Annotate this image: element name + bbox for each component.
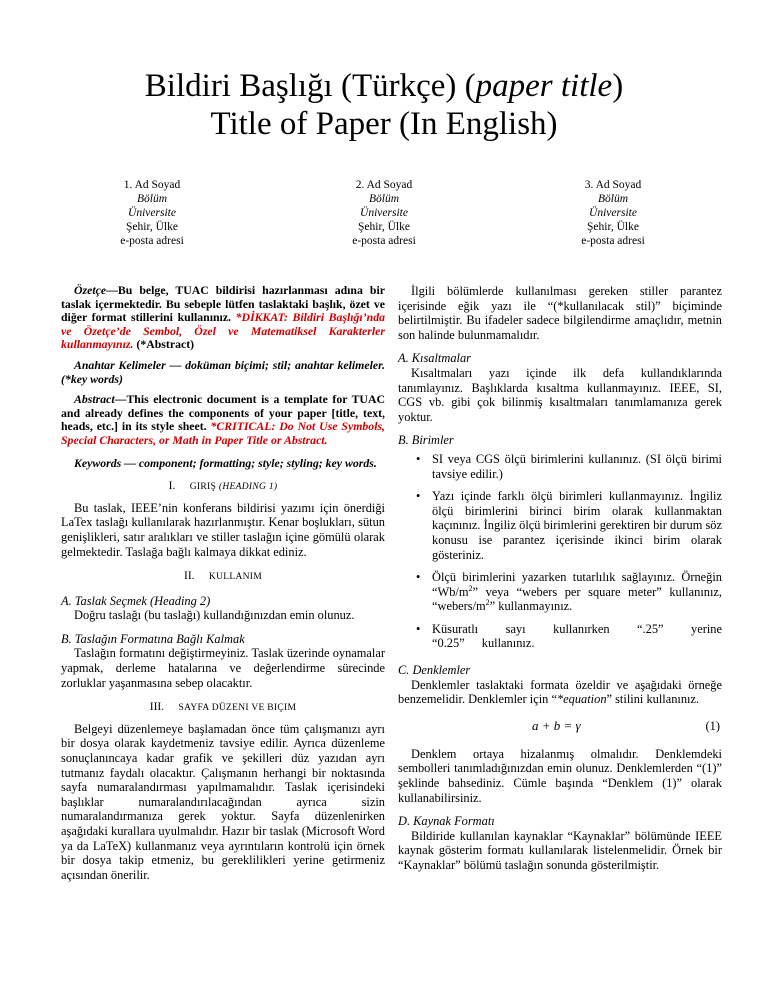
author-university: Üniversite	[128, 207, 176, 219]
subsection-d-title: D. Kaynak Formatı	[398, 814, 495, 829]
paper-title-english: Title of Paper (In English)	[210, 106, 558, 142]
author-block-3	[523, 178, 703, 248]
abstract-tr-body: —Bu belge, TUAC bildirisi hazırlanması adına bir taslak içermektedir. Bu sebeple lütfen taslaktaki başlık, özet ve diğer format stillerini kullanınız.	[61, 283, 385, 325]
author-name: 3. Ad Soyad	[584, 179, 642, 191]
section-title: SAYFA DÜZENI VE BIÇIM	[178, 703, 297, 714]
title-close-paren: )	[612, 68, 624, 104]
bullet-text: ” veya “webers per square meter” kullanınız, “webers/m	[432, 584, 722, 614]
left-column	[61, 284, 385, 882]
list-item: • Küsuratlı sayı kullanırken “.25” yerine “0.25” kullanınız.	[432, 622, 722, 651]
subsection-2a-title: A. Taslak Seçmek (Heading 2)	[61, 593, 211, 608]
styles-intro: İlgili bölümlerde kullanılması gereken stiller parantez içerisinde eğik yazı ile “(*kullanılacak stil)” biçiminde belirtilmiştir. Bu ifadeler sadece bilgilendirme amaçlıdır, metnin son halinde bulunmamalıdır.	[398, 284, 722, 342]
section-3-body: Belgeyi düzenlemeye başlamadan önce tüm çalışmanızı ayrı bir dosya olarak kaydetmeniz tavsiye edilir. Ayrıca düzenleme sonuçlanıncaya kadar grafik ve şekilleri düz yazıdan ayrı tutmanız faydalı olacaktır. Çalışmanın herhangi bir noktasında sayfa numaralandırması yapılmamalıdır. Taslak içerisindeki başlıklar numaralandırılacağından ayrıca sizin numaralandırmanıza gerek yoktur. Sayfa düzenlenirken aşağıdaki kurallara uyulmalıdır. Hazır bir taslak (Microsoft Word ya da LaTeX) kullanmanız veya ayrıntıların kontrolü için örnek bir dosya takip etmeniz, bu gereklilikleri yerine getirmeniz açısından önerilir.	[61, 721, 385, 882]
abstract-en-lead: Abstract	[74, 392, 115, 407]
subsection-a-title: A. Kısaltmalar	[398, 351, 471, 366]
list-item: • SI veya CGS ölçü birimlerini kullanınız. (SI ölçü birimi tavsiye edilir.)	[432, 452, 722, 481]
abstract-english	[61, 393, 385, 447]
subsection-c-body	[398, 678, 722, 707]
list-item: • Yazı içinde farklı ölçü birimleri kullanmayınız. İngiliz ölçü birimlerini birinci birim olarak kullanmaktan kaçınınız. İngiliz ölçü birimlerini gerektiren bir durum söz konusu ise parantez içerisinde ikinci birim olarak gösteriniz.	[432, 489, 722, 562]
section-number: II.	[184, 570, 195, 583]
bullet-text: ” kullanmayınız.	[489, 599, 573, 614]
subsection-2a-body: Doğru taslağı (bu taslağı) kullandığınızdan emin olunuz.	[74, 608, 355, 623]
section-1-body: Bu taslak, IEEE’nin konferans bildirisi yazımı için önerdiği LaTex taslağı kullanılarak hazırlanmıştır. Kenar boşlukları, sütun genişlikleri, satır aralıkları ve stiller taslağın içine gömülü olarak gelmektedir. Taslağa bağlı kalmaya dikkat ediniz.	[61, 500, 385, 559]
author-block-1	[62, 178, 242, 248]
author-city: Şehir, Ülke	[358, 221, 410, 233]
paper-title-turkish	[0, 68, 768, 104]
list-item	[432, 570, 722, 614]
subsection-b-title: B. Birimler	[398, 433, 454, 448]
author-email: e-posta adresi	[120, 235, 184, 247]
subsection-c-title: C. Denklemler	[398, 663, 471, 678]
title-italic-text: paper title	[475, 68, 613, 104]
title-main-text: Bildiri Başlığı (Türkçe) (	[144, 68, 476, 104]
author-city: Şehir, Ülke	[126, 221, 178, 233]
section-heading-1	[61, 479, 385, 495]
body-text: Denklemler taslaktaki formata özeldir ve aşağıdaki örneğe benzemelidir. Denklemler için “	[398, 677, 722, 707]
keywords-turkish: Anahtar Kelimeler — doküman biçimi; stil; anahtar kelimeler. (*key words)	[61, 357, 385, 386]
abstract-tr-lead: Özetçe	[74, 283, 107, 297]
author-department: Bölüm	[368, 193, 400, 205]
units-bullet-list	[398, 452, 722, 651]
author-city: Şehir, Ülke	[587, 221, 639, 233]
author-email: e-posta adresi	[352, 235, 416, 247]
abstract-tr-warning: *DİKKAT: Bildiri Başlığı’nda ve Özetçe’de Sembol, Özel ve Matematiksel Karakterler kullanmayınız.	[61, 310, 385, 352]
section-title: KULLANIM	[208, 572, 262, 583]
keywords-english: Keywords — component; formatting; style; styling; key words.	[74, 455, 377, 470]
author-name: 2. Ad Soyad	[355, 179, 413, 191]
author-email: e-posta adresi	[581, 235, 645, 247]
author-name: 1. Ad Soyad	[123, 179, 181, 191]
abstract-en-body: —This electronic document is a template for TUAC and already defines the components of your paper [title, text, heads, etc.] in its style sheet.	[61, 392, 385, 434]
subsection-2b-body: Taslağın formatını değiştirmeyiniz. Taslak üzerinde oynamalar yapmak, derleme hatalarına ve değerlendirme sürecinde zorluklar yaşanmasına sebep olacaktır.	[61, 646, 385, 690]
superscript: 2	[485, 598, 490, 608]
subsection-a-body: Kısaltmaları yazı içinde ilk defa kullandıklarında tanımlayınız. Başlıklarda kısaltma kullanmayınız. IEEE, SI, CGS vb. gibi çok bilinmiş kısaltmaları tanımlamanıza gerek yoktur.	[398, 365, 722, 424]
author-university: Üniversite	[589, 207, 637, 219]
subsection-2b-title: B. Taslağın Formatına Bağlı Kalmak	[61, 631, 245, 646]
author-department: Bölüm	[136, 193, 168, 205]
section-number: III.	[149, 701, 165, 714]
abstract-en-warning: *CRITICAL: Do Not Use Symbols, Special Characters, or Math in Paper Title or Abstract.	[61, 419, 386, 447]
abstract-tr-tail: (*Abstract)	[133, 337, 195, 352]
author-block-2	[294, 178, 474, 248]
right-column	[398, 284, 722, 873]
author-department: Bölüm	[597, 193, 629, 205]
equation-expression: a + b = γ	[532, 717, 581, 733]
bullet-text: Ölçü birimlerini yazarken tutarlılık sağlayınız. Örneğin “Wb/m	[432, 570, 722, 599]
section-subtitle: (HEADING 1)	[218, 482, 278, 493]
subsection-d-body: Bildiride kullanılan kaynaklar “Kaynaklar” bölümünde IEEE kaynak gösterim formatı kullanılarak listelenmelidir. Örnek bir “Kaynaklar” bölümü taslağın sonunda gösterilmiştir.	[398, 828, 722, 872]
superscript: 2	[468, 583, 473, 593]
section-title: GIRIŞ	[189, 482, 217, 493]
equation-number: (1)	[705, 718, 720, 733]
style-name: *equation	[556, 692, 607, 707]
author-university: Üniversite	[360, 207, 408, 219]
section-number: I.	[168, 480, 176, 493]
section-heading-2	[61, 569, 385, 585]
equation-1	[398, 719, 722, 737]
section-heading-3	[61, 700, 385, 716]
abstract-turkish	[61, 284, 385, 352]
body-text: ” stilini kullanınız.	[606, 692, 700, 707]
equation-body: Denklem ortaya hizalanmış olmalıdır. Denklemdeki sembolleri tanımladığınızdan emin olunuz. Denklemlerden “(1)” şeklinde bahsediniz. Cümle başında “Denklem (1)” olarak kullanabilirsiniz.	[398, 746, 722, 805]
